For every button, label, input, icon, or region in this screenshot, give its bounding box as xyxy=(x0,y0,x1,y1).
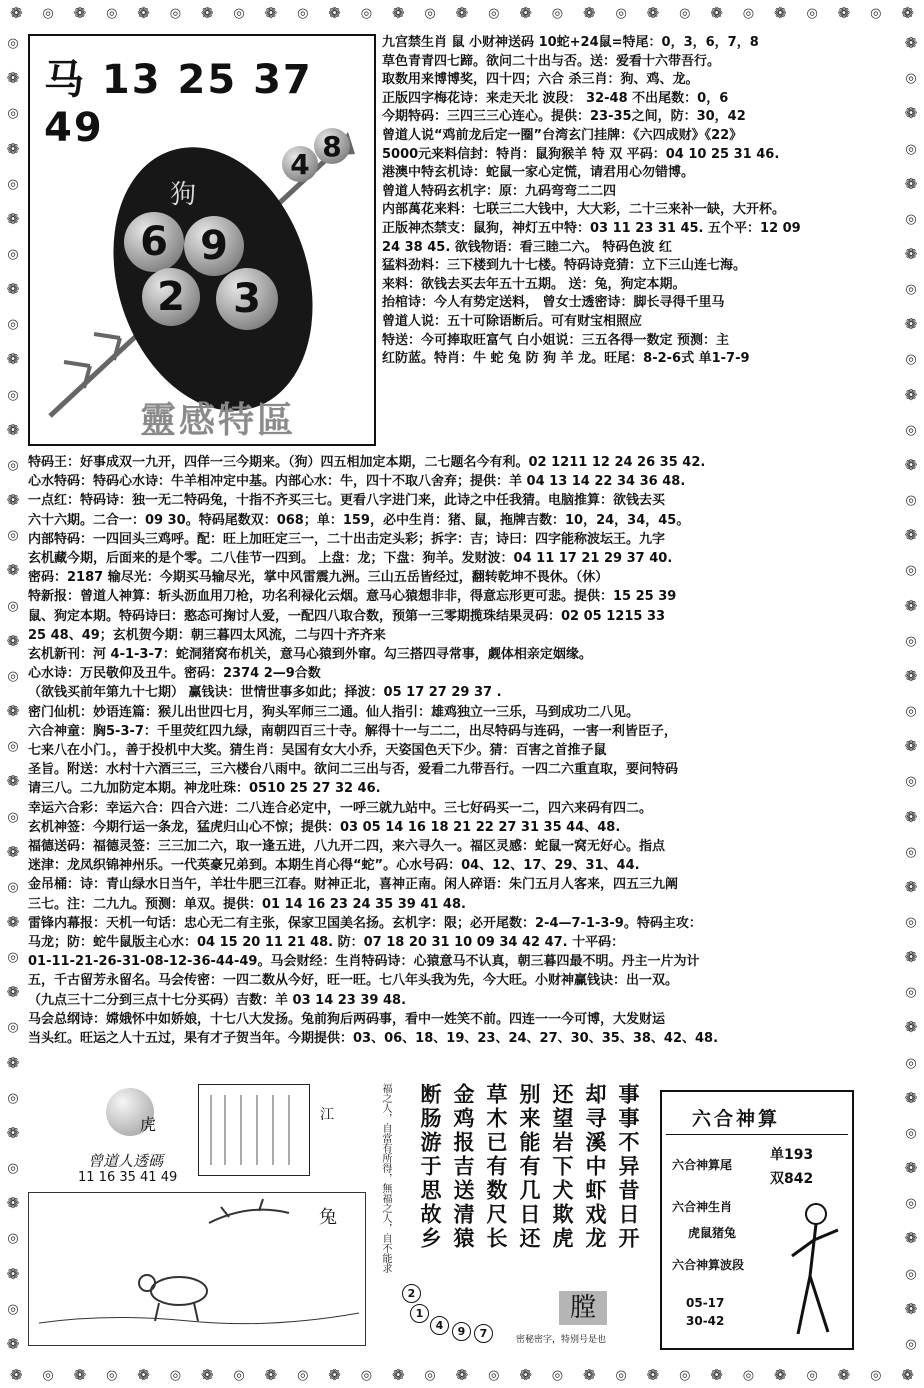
ornament-icon: ❁ xyxy=(391,3,405,22)
left-numbers: 11 16 35 41 49 xyxy=(78,1170,178,1185)
ornament-icon: ❁ xyxy=(904,1159,918,1178)
ornament-icon: ◎ xyxy=(905,282,917,298)
text-line: 马会总纲诗：嫦娥怀中如娇娘，十七八大发扬。兔前狗后两码事，看中一姓笑不前。四连一一今可博，大发财运 xyxy=(28,1011,666,1027)
text-line: 密码：2187 输尽光：今期买马输尽光，掌中风雷震九洲。三山五岳皆经过，翻转乾坤不畏休。（休） xyxy=(28,570,609,586)
ornament-icon: ❁ xyxy=(6,491,20,510)
text-line: 请三八。二九加防定本期。神龙吐珠：0510 25 27 32 46. xyxy=(28,781,381,797)
ornament-icon: ❁ xyxy=(901,3,914,22)
text-line: 01-11-21-26-31-08-12-36-44-49。马会财经：生肖特码诗：心猿意马不认真，朝三暮四最不明。丹主一片为计 xyxy=(28,954,700,970)
ornament-icon: ❁ xyxy=(137,3,150,22)
ornament-icon: ❁ xyxy=(455,1365,469,1384)
ornament-icon: ❁ xyxy=(519,1365,532,1384)
text-line: 鼠、狗定本期。特码诗曰：憨态可掬讨人爱，一配四八取合数，预第一三零期揽珠结果灵码：02 05 1215 33 xyxy=(28,608,666,624)
text-line: 六合神童：胸5-3-7：千里荧红四九绿，南朝四百三十寺。解得十一与二二，出尽特码与连码，一害一利皆臣子， xyxy=(28,723,677,739)
liuhe-double: 双842 xyxy=(770,1171,814,1187)
ornament-icon: ◎ xyxy=(905,1125,917,1141)
liuhe-zodiac-label: 六合神生肖 xyxy=(672,1200,733,1214)
landscape-illustration xyxy=(28,1192,366,1346)
poem-column: 金鸡报吉送清猿 xyxy=(451,1083,475,1251)
ornament-icon: ❁ xyxy=(6,912,20,931)
ornament-icon: ◎ xyxy=(42,1367,54,1383)
text-line: 24 38 45. 欲钱物语：看三睦二六。 特码色波 红 xyxy=(382,239,672,255)
ornament-icon: ❁ xyxy=(904,34,918,53)
ornament-icon: ❁ xyxy=(904,245,918,264)
ornament-icon: ◎ xyxy=(551,5,564,21)
seal-caption: 密秘密字，特别号是也 xyxy=(516,1335,607,1345)
ornament-icon: ❁ xyxy=(582,3,596,22)
number-ball: 8 xyxy=(314,128,350,164)
ornament-icon: ❁ xyxy=(9,3,23,22)
ornament-icon: ◎ xyxy=(679,5,691,21)
text-line: 5000元来料信封：特肖：鼠狗猴羊 特 双 平码：04 10 25 31 46. xyxy=(382,146,780,162)
ornament-icon: ❁ xyxy=(646,1365,660,1384)
ornament-icon: ◎ xyxy=(905,774,917,790)
text-line: 曾道人特码玄机字：原：九码弯弯二二四 xyxy=(382,183,617,199)
border-left xyxy=(2,26,24,1362)
text-line: 曾道人说“鸡前龙后定一圈”台湾玄门挂牌：《六四成财》《22》 xyxy=(382,127,743,143)
ornament-icon: ❁ xyxy=(904,1088,918,1107)
ornament-icon: ◎ xyxy=(905,141,917,157)
ornament-icon: ❁ xyxy=(6,69,20,88)
ornament-icon: ❁ xyxy=(774,1365,787,1384)
text-line: 七来八在小门。，善于投机中大奖。猜生肖：吴国有女大小乔，天姿国色天下少。猜：百害之首推子鼠 xyxy=(28,743,607,759)
ornament-icon: ◎ xyxy=(169,5,182,21)
ornament-icon: ❁ xyxy=(328,3,341,22)
ornament-icon: ◎ xyxy=(905,844,917,860)
ornament-icon: ❁ xyxy=(904,596,918,615)
right-text-block xyxy=(382,34,894,369)
liuhe-zodiac: 虎鼠猪兔 xyxy=(688,1226,737,1240)
ornament-icon: ❁ xyxy=(904,455,918,474)
ornament-icon: ❁ xyxy=(6,280,20,299)
ornament-icon: ❁ xyxy=(582,1365,596,1384)
ornament-icon: ◎ xyxy=(7,317,19,333)
landscape-drawing xyxy=(29,1193,363,1343)
rabbit-label: 兔 xyxy=(319,1207,337,1228)
text-line: 红防蓝。特肖：牛 蛇 兔 防 狗 羊 龙。旺尾：8-2-6式 单1-7-9 xyxy=(382,351,750,367)
ornament-icon: ❁ xyxy=(200,3,214,22)
ornament-icon: ◎ xyxy=(360,5,373,21)
border-top xyxy=(0,2,924,24)
ornament-icon: ❁ xyxy=(904,666,918,685)
text-line: 港澳中特玄机诗：蛇鼠一家心定慌，请君用心勿错博。 xyxy=(382,165,695,181)
poem-column: 事事不异昔日开 xyxy=(616,1083,640,1251)
ornament-icon: ◎ xyxy=(905,914,917,930)
ornament-icon: ◎ xyxy=(7,668,19,684)
ornament-icon: ◎ xyxy=(905,704,917,720)
ornament-icon: ❁ xyxy=(6,1194,20,1213)
text-line: （欲钱买前年第九十七期） 赢钱诀：世情世事多如此；择波：05 17 27 29 37 . xyxy=(28,685,502,701)
text-line: 密门仙机：妙语连篇：猴儿出世四七月，狗头军师三二通。仙人指引：雄鸡独立一三乐，马到成功二八见。 xyxy=(28,704,640,720)
ornament-icon: ◎ xyxy=(106,1367,118,1383)
ornament-icon: ❁ xyxy=(837,3,851,22)
ornament-icon: ◎ xyxy=(7,598,19,614)
text-line: （九点三十二分到三点十七分买码）吉数：羊 03 14 23 39 48. xyxy=(28,992,407,1008)
text-line: 圣旨。附送：水村十六酒三三，三六楼台八雨中。欲问二三出与否，爱看二九带吾行。一四二六重直取，要问特码 xyxy=(28,762,679,778)
text-line: 来料：欲钱去买去年五十五期。 送：兔，狗定本期。 xyxy=(382,276,686,292)
ornament-icon: ◎ xyxy=(905,1196,917,1212)
ornament-icon: ◎ xyxy=(297,1367,309,1383)
number-ball: 6 xyxy=(124,212,184,272)
ornament-icon: ◎ xyxy=(488,5,500,21)
number-ball: 3 xyxy=(216,268,278,330)
ornament-icon: ◎ xyxy=(905,71,917,87)
text-line: 草色青青四七蹄。欲问二十出与否。送：爱看十六带吾行。 xyxy=(382,53,721,69)
ornament-icon: ◎ xyxy=(806,1367,818,1383)
ornament-icon: ◎ xyxy=(7,106,19,122)
ornament-icon: ❁ xyxy=(904,385,918,404)
ornament-icon: ❁ xyxy=(774,3,787,22)
ornament-icon: ◎ xyxy=(905,1055,917,1071)
ornament-icon: ◎ xyxy=(7,528,19,544)
ornament-icon: ❁ xyxy=(904,526,918,545)
border-right xyxy=(900,26,922,1362)
ornament-icon: ❁ xyxy=(6,983,20,1002)
text-line: 取数用来博博奖，四十四；六合 杀三肖：狗、鸡、龙。 xyxy=(382,72,699,88)
ornament-icon: ◎ xyxy=(424,5,436,21)
ornament-icon: ◎ xyxy=(7,879,19,895)
text-line: 内部特码：一四回头三鸡呼。配：旺上加旺定三一，二十出击定头彩；拆字：吉；诗曰：四字能称波坛王。九字 xyxy=(28,531,666,547)
ornament-icon: ◎ xyxy=(806,5,818,21)
ornament-icon: ◎ xyxy=(905,985,917,1001)
number-ball: 2 xyxy=(142,268,200,326)
ornament-icon: ◎ xyxy=(169,1367,182,1383)
liuhe-tail-label: 六合神算尾 xyxy=(672,1158,733,1172)
text-line: 正版神杰禁支：鼠狗，神灯五中特：03 11 23 31 45. 五个平：12 09 xyxy=(382,220,801,236)
ornament-icon: ◎ xyxy=(488,1367,500,1383)
narrow-vertical-text: 福之人，自當有所得，無福之人，自不能求 xyxy=(380,1083,391,1273)
ornament-icon: ◎ xyxy=(7,1090,19,1106)
text-line: 25 48、49；玄机贺今期：朝三暮四太风流，二与四十齐齐来 xyxy=(28,627,386,643)
ornament-icon: ❁ xyxy=(904,737,918,756)
poem-column: 却寻溪中虾戏龙 xyxy=(583,1083,607,1251)
ornament-icon: ❁ xyxy=(6,1334,20,1353)
text-line: 三七。注：二九九。预测：单双。提供：01 14 16 23 24 35 39 41 48. xyxy=(28,896,466,912)
ornament-icon: ❁ xyxy=(904,104,918,123)
text-line: 五，千古留芳永留名。马会传密：一四二数从今好，旺一旺。七八年头我为先，今大旺。小财神赢钱诀：出一双。 xyxy=(28,973,679,989)
ornament-icon: ◎ xyxy=(7,36,19,52)
ornament-icon: ◎ xyxy=(7,247,19,263)
ornament-icon: ❁ xyxy=(519,3,532,22)
seal-char: 膛 xyxy=(559,1291,607,1325)
ornament-icon: ◎ xyxy=(905,422,917,438)
liuhe-divider xyxy=(666,1134,848,1135)
ornament-icon: ❁ xyxy=(6,772,20,791)
text-line: 雷锋内幕报：天机一句话：忠心无二有主张，保家卫国美名扬。玄机字：限；必开尾数：2-4—7-1-3-9。特码主攻： xyxy=(28,915,702,931)
hero-title: 马 13 25 37 49 xyxy=(44,57,313,151)
poem-column: 别来能有几日还 xyxy=(517,1083,541,1251)
ornament-icon: ❁ xyxy=(264,3,278,22)
ornament-icon: ❁ xyxy=(6,1123,20,1142)
ornament-icon: ❁ xyxy=(904,1299,918,1318)
text-line: 九宫禁生肖 鼠 小财神送码 10蛇+24鼠=特尾：0，3，6，7，8 xyxy=(382,35,759,50)
ornament-icon: ❁ xyxy=(6,631,20,650)
ornament-icon: ◎ xyxy=(905,1336,917,1352)
ornament-icon: ❁ xyxy=(904,1018,918,1037)
poem-column: 草木已有数尺长 xyxy=(484,1083,508,1251)
left-brand: 曾道人透碼 xyxy=(88,1152,164,1170)
ornament-icon: ❁ xyxy=(73,1365,87,1384)
ornament-icon: ◎ xyxy=(615,1367,627,1383)
text-line: 玄机新刊：河 4-1-3-7：蛇洞猪窝布机关，意马心猿到外窜。勾三搭四寻常事，觑体相亲定姻缘。 xyxy=(28,647,592,663)
ornament-icon: ◎ xyxy=(905,352,917,368)
figure-illustration xyxy=(788,1196,844,1340)
ornament-icon: ❁ xyxy=(904,1229,918,1248)
ornament-icon: ❁ xyxy=(6,1053,20,1072)
ornament-icon: ❁ xyxy=(6,842,20,861)
text-line: 正版四字梅花诗：来走天北 波段： 32-48 不出尾数：0，6 xyxy=(382,90,729,106)
ornament-icon: ◎ xyxy=(7,1161,19,1177)
ornament-icon: ◎ xyxy=(7,176,19,192)
ornament-icon: ◎ xyxy=(7,1301,19,1317)
ornament-icon: ❁ xyxy=(328,1365,341,1384)
ornament-icon: ◎ xyxy=(42,5,54,21)
number-ball-chain xyxy=(400,1282,510,1342)
ornament-icon: ◎ xyxy=(870,5,882,21)
ornament-icon: ❁ xyxy=(6,209,20,228)
ornament-icon: ◎ xyxy=(679,1367,691,1383)
dog-label: 狗 xyxy=(170,180,197,210)
number-ball: 9 xyxy=(184,216,244,276)
ornament-icon: ◎ xyxy=(551,1367,564,1383)
ornament-icon: ❁ xyxy=(137,1365,150,1384)
small-ball: 9 xyxy=(452,1322,471,1341)
ornament-icon: ◎ xyxy=(233,5,245,21)
ornament-icon: ❁ xyxy=(6,350,20,369)
text-line: 心水特码：特码心水诗：牛羊相冲定中基。内部心水：牛，四十不取八舍弃；提供：羊 04 13 14 22 34 36 48. xyxy=(28,474,686,490)
ornament-icon: ❁ xyxy=(904,174,918,193)
small-ball: 2 xyxy=(402,1284,421,1303)
border-bottom xyxy=(0,1364,924,1386)
ornament-icon: ◎ xyxy=(106,5,118,21)
ornament-icon: ◎ xyxy=(615,5,627,21)
poem-column: 还望岩下犬欺虎 xyxy=(550,1083,574,1251)
text-line: 迷津：龙凤织锦神州乐。一代英豪兄弟到。本期生肖心得“蛇”。心水号码：04、12、17、29、31、44. xyxy=(28,858,640,874)
ornament-icon: ◎ xyxy=(905,633,917,649)
river-label: 江 xyxy=(320,1107,334,1123)
tiger-label: 虎 xyxy=(140,1115,157,1134)
ornament-icon: ◎ xyxy=(905,563,917,579)
ornament-icon: ❁ xyxy=(264,1365,278,1384)
ornament-icon: ❁ xyxy=(710,3,723,22)
ornament-icon: ❁ xyxy=(710,1365,723,1384)
ornament-icon: ◎ xyxy=(7,1231,19,1247)
ornament-icon: ❁ xyxy=(200,1365,214,1384)
ornament-icon: ❁ xyxy=(904,315,918,334)
ornament-icon: ❁ xyxy=(6,561,20,580)
text-line: 特新报：曾道人神算：斩头沥血用刀枪，功名利禄化云烟。意马心猿想非非，得意忘形更可悲。提供：15 25 39 xyxy=(28,589,677,605)
ornament-icon: ◎ xyxy=(424,1367,436,1383)
ornament-icon: ❁ xyxy=(904,807,918,826)
liuhe-wave-2: 30-42 xyxy=(686,1314,725,1328)
ornament-icon: ❁ xyxy=(904,948,918,967)
small-ball: 7 xyxy=(474,1324,493,1343)
number-ball: 4 xyxy=(282,146,318,182)
text-line: 内部萬花来料：七联三二大钱中，大大彩，二十三来补一缺，大开杯。 xyxy=(382,202,786,218)
ornament-icon: ◎ xyxy=(905,493,917,509)
text-line: 玄机藏今期，后面来的是个零。二八佳节一四到。 上盘：龙；下盘：狗羊。发财波：04 11 17 21 29 37 40. xyxy=(28,551,673,567)
ornament-icon: ◎ xyxy=(742,5,755,21)
ornament-icon: ❁ xyxy=(901,1365,914,1384)
bottom-left-box xyxy=(28,1080,372,1346)
ornament-icon: ◎ xyxy=(7,739,19,755)
ornament-icon: ◎ xyxy=(7,809,19,825)
text-line: 金吊桶：诗：青山绿水日当午，羊壮牛肥三江春。财神正北，喜神正南。闲人碎语：朱门五月人客来，四五三九阐 xyxy=(28,877,679,893)
ornament-icon: ◎ xyxy=(7,1020,19,1036)
hero-box xyxy=(28,34,376,446)
ornament-icon: ❁ xyxy=(837,1365,851,1384)
ornament-icon: ❁ xyxy=(904,877,918,896)
ornament-icon: ❁ xyxy=(9,1365,23,1384)
text-line: 特码王：好事成双一九开，四佯一三今期来。（狗）四五相加定本期，二七题名今有利。02 1211 12 24 26 35 42. xyxy=(28,455,706,470)
ornament-icon: ◎ xyxy=(7,387,19,403)
ornament-icon: ◎ xyxy=(742,1367,755,1383)
scroll-lines xyxy=(199,1085,307,1173)
ornament-icon: ❁ xyxy=(6,1264,20,1283)
text-line: 猛料劲料：三下楼到九十七楼。特码诗竞猜：立下三山连七海。 xyxy=(382,258,747,274)
main-text-block xyxy=(28,453,896,1048)
ornament-icon: ◎ xyxy=(7,950,19,966)
liuhe-wave-1: 05-17 xyxy=(686,1296,725,1310)
ornament-icon: ❁ xyxy=(6,139,20,158)
poem-column: 断肠游于思故乡 xyxy=(418,1083,442,1251)
text-line: 特送：今可捧取旺富气 白小姐说：三五各得一数定 预测：主 xyxy=(382,332,730,348)
liuhe-wave-label: 六合神算波段 xyxy=(672,1258,745,1272)
text-line: 幸运六合彩：幸运六合：四合六进：二八连合必定中，一呼三就九站中。三七好码买一二，四六来码有四二。 xyxy=(28,800,653,816)
liuhe-title: 六合神算 xyxy=(692,1108,781,1130)
text-line: 六十六期。二合一：09 30。特码尾数双：068；单：159，必中生肖：猪、鼠，拖牌吉数：10，24，34，45。 xyxy=(28,512,690,528)
small-ball: 1 xyxy=(410,1304,429,1323)
ornament-icon: ◎ xyxy=(360,1367,373,1383)
liuhe-box xyxy=(660,1090,854,1350)
text-line: 抬棺诗：今人有势定送料， 曾女士透密诗：脚长寻得千里马 xyxy=(382,295,725,311)
scroll-image xyxy=(198,1084,310,1176)
ornament-icon: ❁ xyxy=(646,3,660,22)
text-line: 曾道人说：五十可除语断后。可有财宝相照应 xyxy=(382,313,643,329)
ornament-icon: ◎ xyxy=(905,211,917,227)
text-line: 一点红：特码诗：独一无二特码兔，十指不齐买三七。更看八字进门来，此诗之中任我猜。电脑推算：欲钱去买 xyxy=(28,493,666,509)
ornament-icon: ◎ xyxy=(870,1367,882,1383)
ornament-icon: ❁ xyxy=(391,1365,405,1384)
vertical-poem xyxy=(418,1083,643,1271)
ornament-icon: ❁ xyxy=(73,3,87,22)
ornament-icon: ◎ xyxy=(905,1266,917,1282)
text-line: 当头红。旺运之人十五过，果有才子贺当年。今期提供：03、06、18、19、23、24、27、30、35、38、42、48. xyxy=(28,1031,719,1047)
text-line: 马龙；防：蛇牛鼠版主心水：04 15 20 11 21 48. 防：07 18 20 31 10 09 34 42 47. 十平码： xyxy=(28,935,625,951)
liuhe-single: 单193 xyxy=(770,1147,814,1163)
text-line: 玄机神签：今期行运一条龙，猛虎归山心不惊；提供：03 05 14 16 18 21 22 27 31 35 44、48. xyxy=(28,819,621,835)
text-line: 心水诗：万民敬仰及丑牛。密码：2374 2—9合数 xyxy=(28,666,321,682)
text-line: 今期特码：三四三三心连心。提供：23-35之间，防：30，42 xyxy=(382,109,746,125)
ornament-icon: ❁ xyxy=(6,702,20,721)
ornament-icon: ◎ xyxy=(297,5,309,21)
ornament-icon: ◎ xyxy=(7,457,19,473)
text-line: 福德送码：福德灵签：三三加二六，取一逢五进，八九开二四，来六寻久一。福区灵感：蛇鼠一窝无好心。指点 xyxy=(28,839,666,855)
ornament-icon: ❁ xyxy=(6,420,20,439)
small-ball: 4 xyxy=(430,1316,449,1335)
hero-brand: 靈感特區 xyxy=(140,400,297,441)
ornament-icon: ❁ xyxy=(455,3,469,22)
ornament-icon: ◎ xyxy=(233,1367,245,1383)
